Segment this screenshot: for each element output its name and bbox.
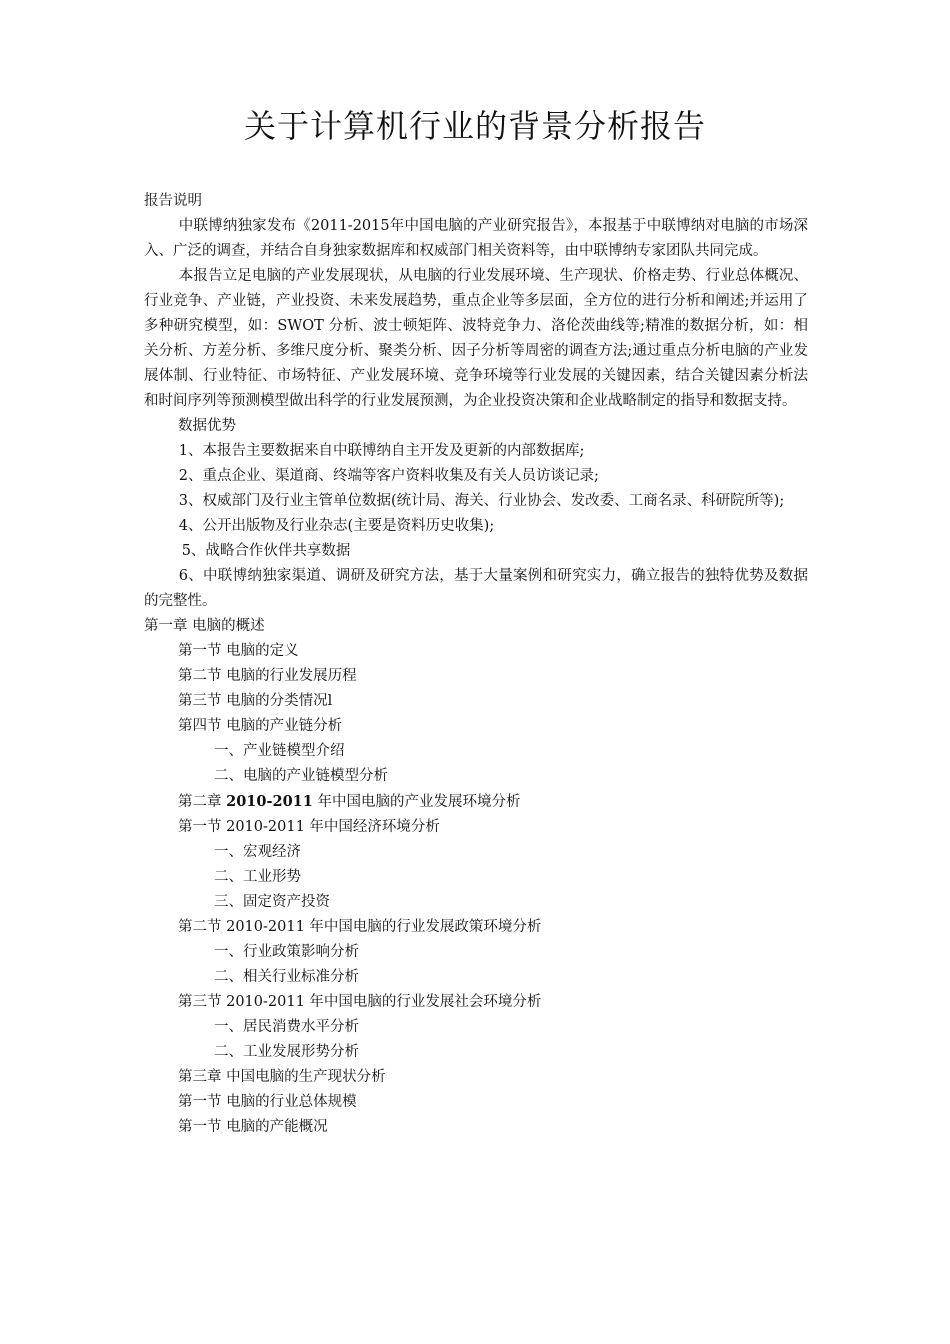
toc-item: 二、相关行业标准分析 xyxy=(214,969,359,985)
document-title: 关于计算机行业的背景分析报告 xyxy=(243,107,706,145)
toc-section: 第一节 电脑的行业总体规模 xyxy=(178,1094,357,1110)
toc-chapter-prefix: 第二章 xyxy=(178,794,227,810)
advantage-item: 4、公开出版物及行业杂志(主要是资料历史收集); xyxy=(178,518,495,534)
advantage-item: 6、中联博纳独家渠道、调研及研究方法，基于大量案例和研究实力，确立报告的独特优势及数据的完整性。 xyxy=(144,568,808,609)
advantages-heading: 数据优势 xyxy=(178,418,236,434)
advantage-item: 2、重点企业、渠道商、终端等客户资料收集及有关人员访谈记录; xyxy=(178,468,599,484)
advantage-item: 3、权威部门及行业主管单位数据(统计局、海关、行业协会、发改委、工商名录、科研院所等); xyxy=(178,493,785,509)
toc-section: 第四节 电脑的产业链分析 xyxy=(178,718,343,734)
toc-chapter-years: 2010-2011 xyxy=(226,793,313,810)
toc-chapter: 第一章 电脑的概述 xyxy=(144,618,265,634)
toc-chapter xyxy=(144,789,808,815)
toc-section: 第一节 2010-2011 年中国经济环境分析 xyxy=(178,819,440,835)
toc-item: 一、宏观经济 xyxy=(214,844,301,860)
toc-section: 第二节 电脑的行业发展历程 xyxy=(178,668,357,684)
intro-paragraph: 中联博纳独家发布《2011-2015年中国电脑的产业研究报告》，本报基于中联博纳对电脑的市场深入、广泛的调查，并结合自身独家数据库和权威部门相关资料等，由中联博纳专家团队共同完成。 xyxy=(144,218,808,259)
toc-section: 第一节 电脑的定义 xyxy=(178,643,299,659)
toc-chapter: 第三章 中国电脑的生产现状分析 xyxy=(178,1069,386,1085)
toc-section: 第三节 2010-2011 年中国电脑的行业发展社会环境分析 xyxy=(178,994,542,1010)
report-description-heading: 报告说明 xyxy=(144,193,202,209)
toc-section: 第三节 电脑的分类情况l xyxy=(178,693,333,709)
advantage-item: 5、战略合作伙伴共享数据 xyxy=(181,543,351,559)
toc-item: 二、工业形势 xyxy=(214,869,301,885)
toc-item: 一、行业政策影响分析 xyxy=(214,944,359,960)
toc-item: 一、产业链模型介绍 xyxy=(214,743,345,759)
toc-section: 第一节 电脑的产能概况 xyxy=(178,1119,328,1135)
toc-chapter-suffix: 年中国电脑的产业发展环境分析 xyxy=(312,794,521,810)
toc-item: 一、居民消费水平分析 xyxy=(214,1019,359,1035)
toc-item: 二、电脑的产业链模型分析 xyxy=(214,768,388,784)
toc-item: 三、固定资产投资 xyxy=(214,894,330,910)
toc-section: 第二节 2010-2011 年中国电脑的行业发展政策环境分析 xyxy=(178,919,542,935)
intro-paragraph: 本报告立足电脑的产业发展现状，从电脑的行业发展环境、生产现状、价格走势、行业总体概况、行业竞争、产业链，产业投资、未来发展趋势，重点企业等多层面，全方位的进行分析和阐述;并运用了多种研究模型，如：SWOT 分析、波士顿矩阵、波特竞争力、洛伦茨曲线等;精准的数据分析，如：相关分析、方差分析、多维尺度分析、聚类分析、因子分析等周密的调查方法;通过重点分析电脑的产业发展体制、行业特征、市场特征、产业发展环境、竞争环境等行业发展的关键因素，结合关键因素分析法和时间序列等预测模型做出科学的行业发展预测，为企业投资决策和企业战略制定的指导和数据支持。 xyxy=(144,268,808,409)
toc-item: 二、工业发展形势分析 xyxy=(214,1044,359,1060)
advantage-item: 1、本报告主要数据来自中联博纳自主开发及更新的内部数据库; xyxy=(178,443,585,459)
document-body xyxy=(144,189,808,1140)
